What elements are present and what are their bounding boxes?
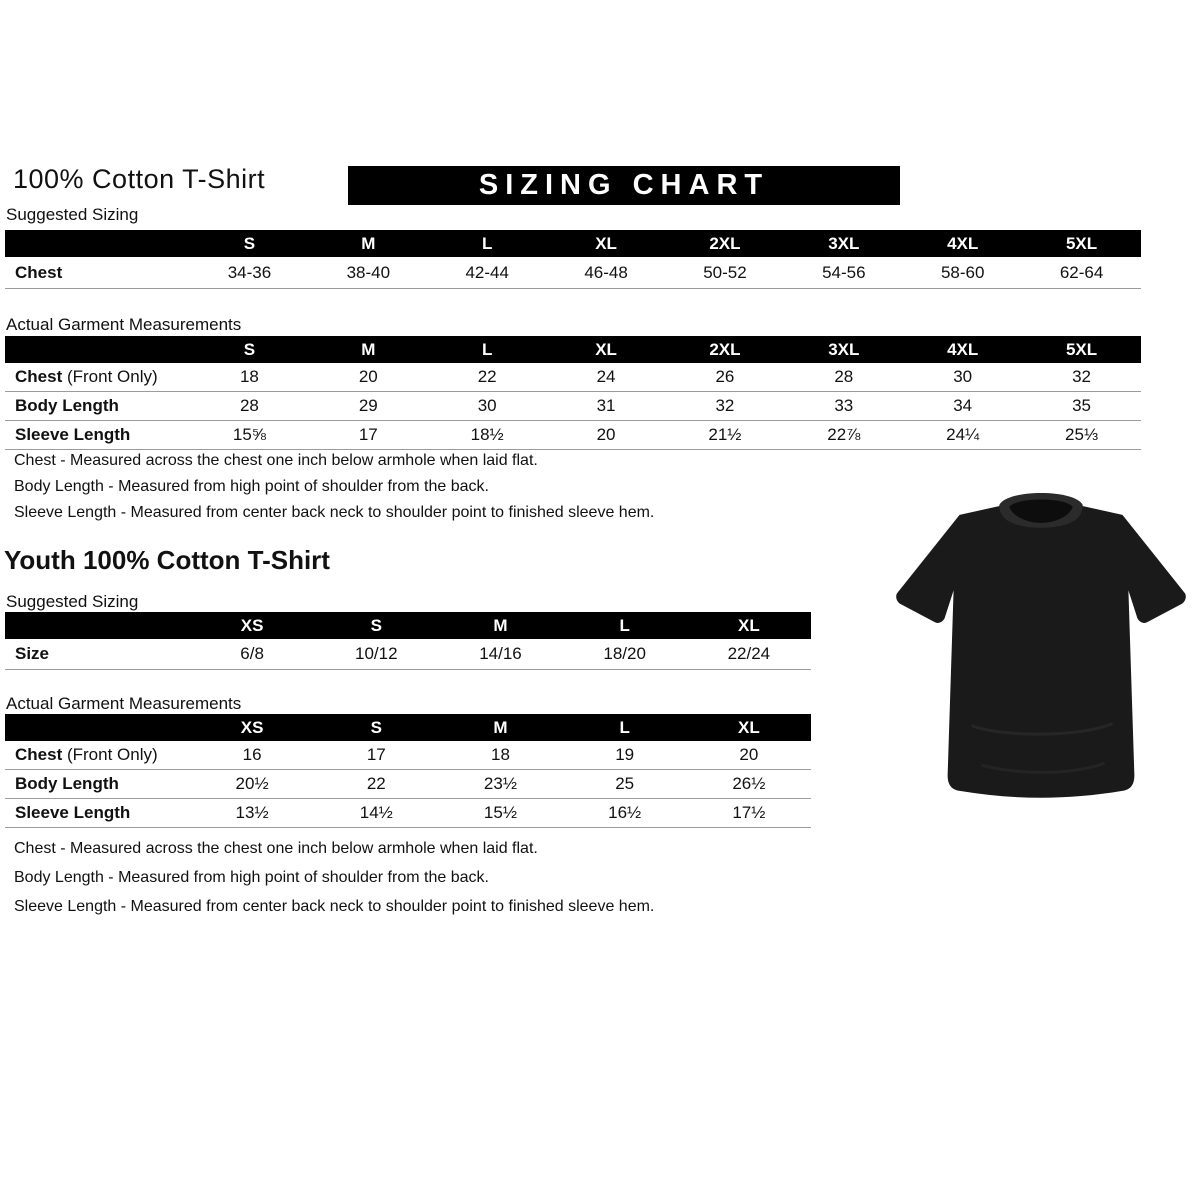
size-cell: 24	[547, 363, 666, 392]
size-cell: 23½	[438, 770, 562, 799]
size-cell: 26	[666, 363, 785, 392]
size-cell: 24¼	[903, 421, 1022, 450]
size-cell: 15½	[438, 799, 562, 828]
sizing-chart-banner-label: SIZING CHART	[478, 169, 770, 201]
size-cell: 17	[314, 741, 438, 770]
table-header-row	[5, 230, 1141, 257]
tshirt-graphic	[892, 476, 1190, 816]
header-cell: M	[438, 612, 562, 639]
size-cell: 32	[1022, 363, 1141, 392]
header-cell: XL	[687, 714, 811, 741]
size-cell: 14/16	[438, 639, 562, 670]
header-cell: XL	[547, 336, 666, 363]
size-cell: 18/20	[563, 639, 687, 670]
size-cell: 33	[784, 392, 903, 421]
header-cell: M	[309, 336, 428, 363]
size-cell: 30	[428, 392, 547, 421]
youth-actual-measurements-table	[5, 714, 811, 828]
header-cell: L	[563, 612, 687, 639]
size-cell: 22	[428, 363, 547, 392]
header-cell: L	[428, 336, 547, 363]
measurement-note: Chest - Measured across the chest one inch below armhole when laid flat.	[14, 840, 538, 857]
size-cell: 20	[547, 421, 666, 450]
adult-measurement-notes	[14, 452, 654, 530]
size-cell: 19	[563, 741, 687, 770]
adult-suggested-sizing-label: Suggested Sizing	[6, 205, 139, 224]
size-cell: 42-44	[428, 257, 547, 289]
header-cell: M	[438, 714, 562, 741]
row-label: Chest	[5, 257, 190, 289]
table-row	[5, 639, 811, 670]
header-cell: S	[314, 612, 438, 639]
size-cell: 54-56	[784, 257, 903, 289]
size-cell: 30	[903, 363, 1022, 392]
size-cell: 20	[309, 363, 428, 392]
row-label-text: Chest	[15, 367, 63, 386]
measurement-note: Body Length - Measured from high point of shoulder from the back.	[14, 478, 489, 495]
size-cell: 17½	[687, 799, 811, 828]
size-cell: 6/8	[190, 639, 314, 670]
row-label: Body Length	[5, 392, 190, 421]
header-cell: M	[309, 230, 428, 257]
youth-suggested-sizing-label: Suggested Sizing	[6, 592, 139, 611]
size-cell: 18½	[428, 421, 547, 450]
measurement-note: Sleeve Length - Measured from center back neck to shoulder point to finished sleeve hem.	[14, 898, 655, 915]
header-cell: 5XL	[1022, 230, 1141, 257]
table-row	[5, 392, 1141, 421]
youth-actual-measurements-label: Actual Garment Measurements	[6, 694, 242, 713]
size-cell: 16½	[563, 799, 687, 828]
table-header-row	[5, 612, 811, 639]
size-cell: 32	[666, 392, 785, 421]
table-row	[5, 421, 1141, 450]
size-cell: 20	[687, 741, 811, 770]
header-cell: 3XL	[784, 230, 903, 257]
size-cell: 21½	[666, 421, 785, 450]
header-cell: 4XL	[903, 336, 1022, 363]
table-row	[5, 799, 811, 828]
size-cell: 38-40	[309, 257, 428, 289]
size-cell: 18	[190, 363, 309, 392]
row-label	[5, 363, 190, 392]
size-cell: 25	[563, 770, 687, 799]
size-cell: 26½	[687, 770, 811, 799]
row-label	[5, 741, 190, 770]
size-cell: 62-64	[1022, 257, 1141, 289]
size-cell: 50-52	[666, 257, 785, 289]
size-cell: 18	[438, 741, 562, 770]
size-cell: 31	[547, 392, 666, 421]
row-label: Body Length	[5, 770, 190, 799]
size-cell: 34-36	[190, 257, 309, 289]
size-cell: 34	[903, 392, 1022, 421]
size-cell: 58-60	[903, 257, 1022, 289]
size-cell: 28	[784, 363, 903, 392]
header-cell: 4XL	[903, 230, 1022, 257]
header-cell: S	[314, 714, 438, 741]
table-row	[5, 741, 811, 770]
youth-suggested-sizing-table	[5, 612, 811, 670]
size-cell: 13½	[190, 799, 314, 828]
size-cell: 25⅓	[1022, 421, 1141, 450]
header-cell: XS	[190, 612, 314, 639]
row-label-text: Chest	[15, 745, 63, 764]
size-cell: 22	[314, 770, 438, 799]
size-cell: 16	[190, 741, 314, 770]
product-title: 100% Cotton T-Shirt	[13, 164, 266, 194]
adult-actual-measurements-label: Actual Garment Measurements	[6, 315, 242, 334]
row-label: Sleeve Length	[5, 799, 190, 828]
row-label: Size	[5, 639, 190, 670]
table-header-row	[5, 714, 811, 741]
measurement-note: Sleeve Length - Measured from center back neck to shoulder point to finished sleeve hem.	[14, 504, 655, 521]
header-cell: 3XL	[784, 336, 903, 363]
youth-product-title: Youth 100% Cotton T-Shirt	[4, 545, 330, 575]
table-header-row	[5, 336, 1141, 363]
size-cell: 28	[190, 392, 309, 421]
measurement-note: Body Length - Measured from high point of shoulder from the back.	[14, 869, 489, 886]
table-row	[5, 257, 1141, 289]
header-cell: 2XL	[666, 230, 785, 257]
measurement-note: Chest - Measured across the chest one inch below armhole when laid flat.	[14, 452, 538, 469]
header-cell: XL	[687, 612, 811, 639]
header-cell: L	[428, 230, 547, 257]
size-cell: 22⅞	[784, 421, 903, 450]
adult-actual-measurements-table	[5, 336, 1141, 450]
size-cell: 29	[309, 392, 428, 421]
size-cell: 14½	[314, 799, 438, 828]
youth-measurement-notes	[14, 840, 654, 927]
size-cell: 22/24	[687, 639, 811, 670]
header-cell: 5XL	[1022, 336, 1141, 363]
size-cell: 10/12	[314, 639, 438, 670]
adult-suggested-sizing-table	[5, 230, 1141, 289]
header-cell: L	[563, 714, 687, 741]
header-cell: 2XL	[666, 336, 785, 363]
header-cell-empty	[5, 612, 190, 639]
size-cell: 17	[309, 421, 428, 450]
header-cell: S	[190, 230, 309, 257]
size-cell: 20½	[190, 770, 314, 799]
header-cell: XS	[190, 714, 314, 741]
header-cell-empty	[5, 336, 190, 363]
size-cell: 35	[1022, 392, 1141, 421]
header-cell: S	[190, 336, 309, 363]
row-label: Sleeve Length	[5, 421, 190, 450]
header-cell: XL	[547, 230, 666, 257]
header-cell-empty	[5, 230, 190, 257]
sizing-chart-banner	[348, 166, 900, 205]
table-row	[5, 770, 811, 799]
row-label-suffix: (Front Only)	[66, 367, 158, 386]
table-row	[5, 363, 1141, 392]
size-cell: 46-48	[547, 257, 666, 289]
size-cell: 15⅝	[190, 421, 309, 450]
row-label-suffix: (Front Only)	[66, 745, 158, 764]
black-tshirt-image	[892, 476, 1190, 816]
header-cell-empty	[5, 714, 190, 741]
